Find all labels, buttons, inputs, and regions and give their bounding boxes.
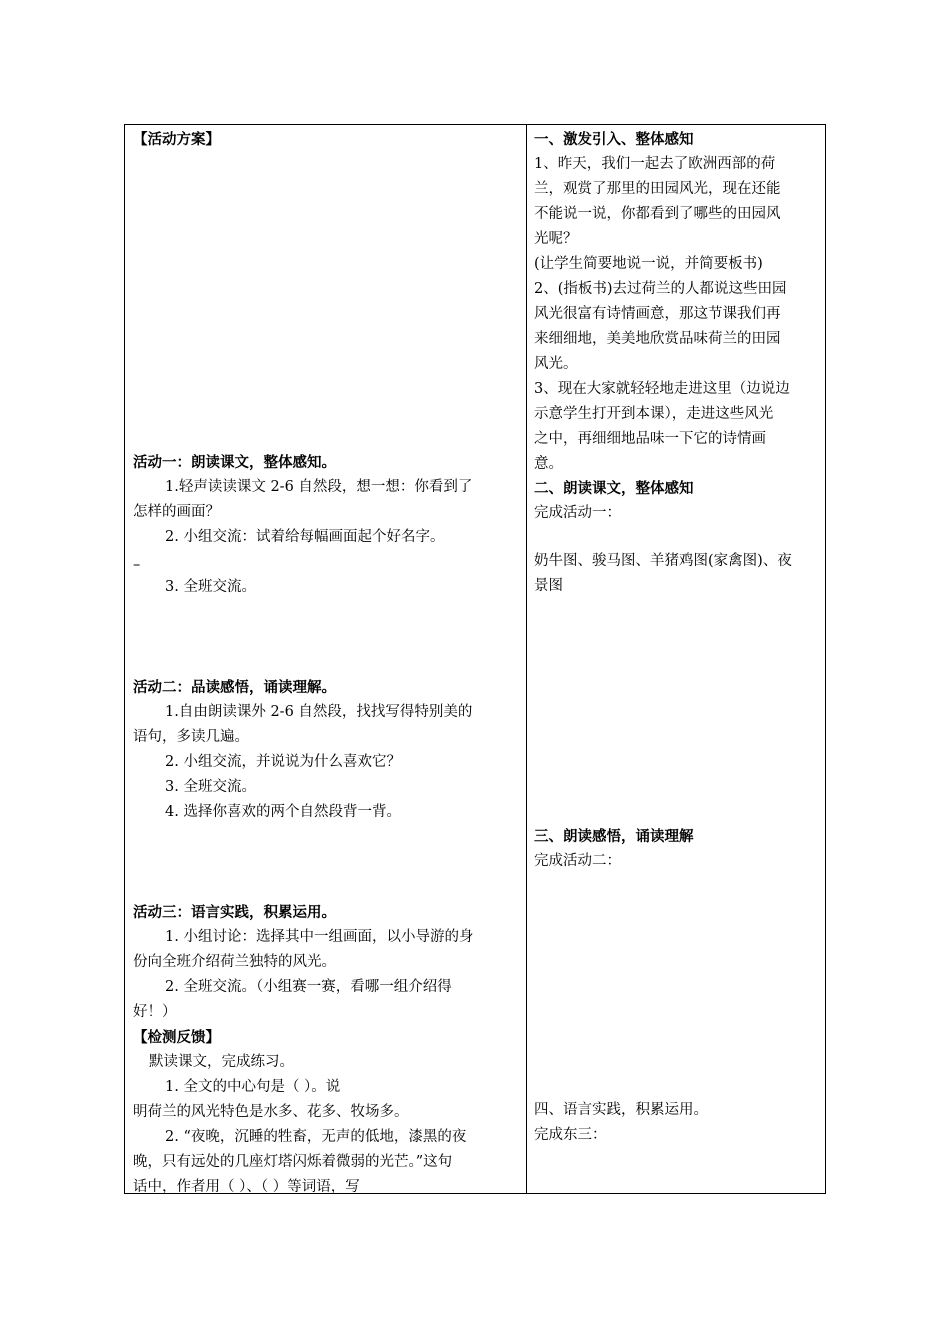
activity3-item1: 1. 小组讨论：选择其中一组画面，以小导游的身	[165, 929, 474, 945]
section1-p3-line4: 意。	[534, 456, 563, 472]
activity2-item2: 2. 小组交流，并说说为什么喜欢它？	[165, 754, 401, 770]
activity2-item1-cont: 语句，多读几遍。	[133, 729, 249, 745]
section1-p2-line3: 来细细地，美美地欣赏品味荷兰的田园	[534, 331, 781, 347]
feedback-q2-cont1: 晚，只有远处的几座灯塔闪烁着微弱的光芒。”这句	[133, 1154, 453, 1170]
activity2-item1: 1.自由朗读课外 2-6 自然段，找找写得特别美的	[165, 704, 473, 720]
lesson-plan-table	[124, 124, 826, 1194]
feedback-intro: 默读课文，完成练习。	[149, 1054, 294, 1070]
activity3-item2-cont: 好！）	[133, 1004, 177, 1020]
activity2-title: 活动二：品读感悟，诵读理解。	[133, 679, 336, 696]
section2-answer-line2: 景图	[534, 578, 563, 594]
section3-sub: 完成活动二：	[534, 853, 621, 869]
activity2-item3: 3. 全班交流。	[165, 779, 256, 795]
feedback-q2-cont2: 话中，作者用（ ）、（ ）等词语，写	[133, 1179, 360, 1195]
section1-p2-line4: 风光。	[534, 356, 578, 372]
section4-sub: 完成东三：	[534, 1127, 607, 1143]
section3-title: 三、朗读感悟，诵读理解	[534, 828, 694, 845]
activity3-item1-cont: 份向全班介绍荷兰独特的风光。	[133, 954, 336, 970]
section2-title: 二、朗读课文，整体感知	[534, 480, 694, 497]
section1-p1-line1: 1、昨天，我们一起去了欧洲西部的荷	[534, 156, 776, 172]
section1-p2-line1: 2、(指板书)去过荷兰的人都说这些田园	[534, 281, 787, 297]
activity1-item1-cont: 怎样的画面？	[133, 504, 220, 520]
activity1-title: 活动一：朗读课文，整体感知。	[133, 454, 336, 471]
activity1-item3: 3. 全班交流。	[165, 579, 256, 595]
activity1-item2: 2. 小组交流：试着给每幅画面起个好名字。	[165, 529, 445, 545]
activity3-item2: 2. 全班交流。（小组赛一赛，看哪一组介绍得	[165, 979, 452, 995]
column-divider	[526, 125, 527, 1193]
section1-p3-line1: 3、现在大家就轻轻地走进这里（边说边	[534, 381, 790, 397]
section1-note: (让学生简要地说一说，并简要板书)	[534, 256, 763, 272]
section1-p3-line3: 之中，再细细地品味一下它的诗情画	[534, 431, 766, 447]
activity2-item4: 4. 选择你喜欢的两个自然段背一背。	[165, 804, 401, 820]
activity1-dash: –	[133, 557, 141, 573]
section4-title: 四、语言实践，积累运用。	[534, 1102, 708, 1118]
section1-p2-line2: 风光很富有诗情画意，那这节课我们再	[534, 306, 781, 322]
feedback-q1-cont: 明荷兰的风光特色是水多、花多、牧场多。	[133, 1104, 409, 1120]
section1-p1-line3: 不能说一说，你都看到了哪些的田园风	[534, 206, 781, 222]
activity3-title: 活动三：语言实践，积累运用。	[133, 904, 336, 921]
feedback-heading: 【检测反馈】	[133, 1029, 220, 1046]
section1-p1-line2: 兰，观赏了那里的田园风光，现在还能	[534, 181, 781, 197]
section1-p3-line2: 示意学生打开到本课），走进这些风光	[534, 406, 774, 422]
feedback-q1: 1. 全文的中心句是（ ）。说	[165, 1079, 341, 1095]
plan-heading: 【活动方案】	[133, 131, 220, 148]
section2-answer-line1: 奶牛图、骏马图、羊猪鸡图(家禽图)、夜	[534, 553, 792, 569]
section1-p1-line4: 光呢？	[534, 231, 578, 247]
activity1-item1: 1.轻声读读课文 2-6 自然段，想一想：你看到了	[165, 479, 473, 495]
section2-sub: 完成活动一：	[534, 505, 621, 521]
section1-title: 一、激发引入、整体感知	[534, 131, 694, 148]
feedback-q2: 2. “夜晚，沉睡的牲畜，无声的低地，漆黑的夜	[165, 1129, 467, 1145]
